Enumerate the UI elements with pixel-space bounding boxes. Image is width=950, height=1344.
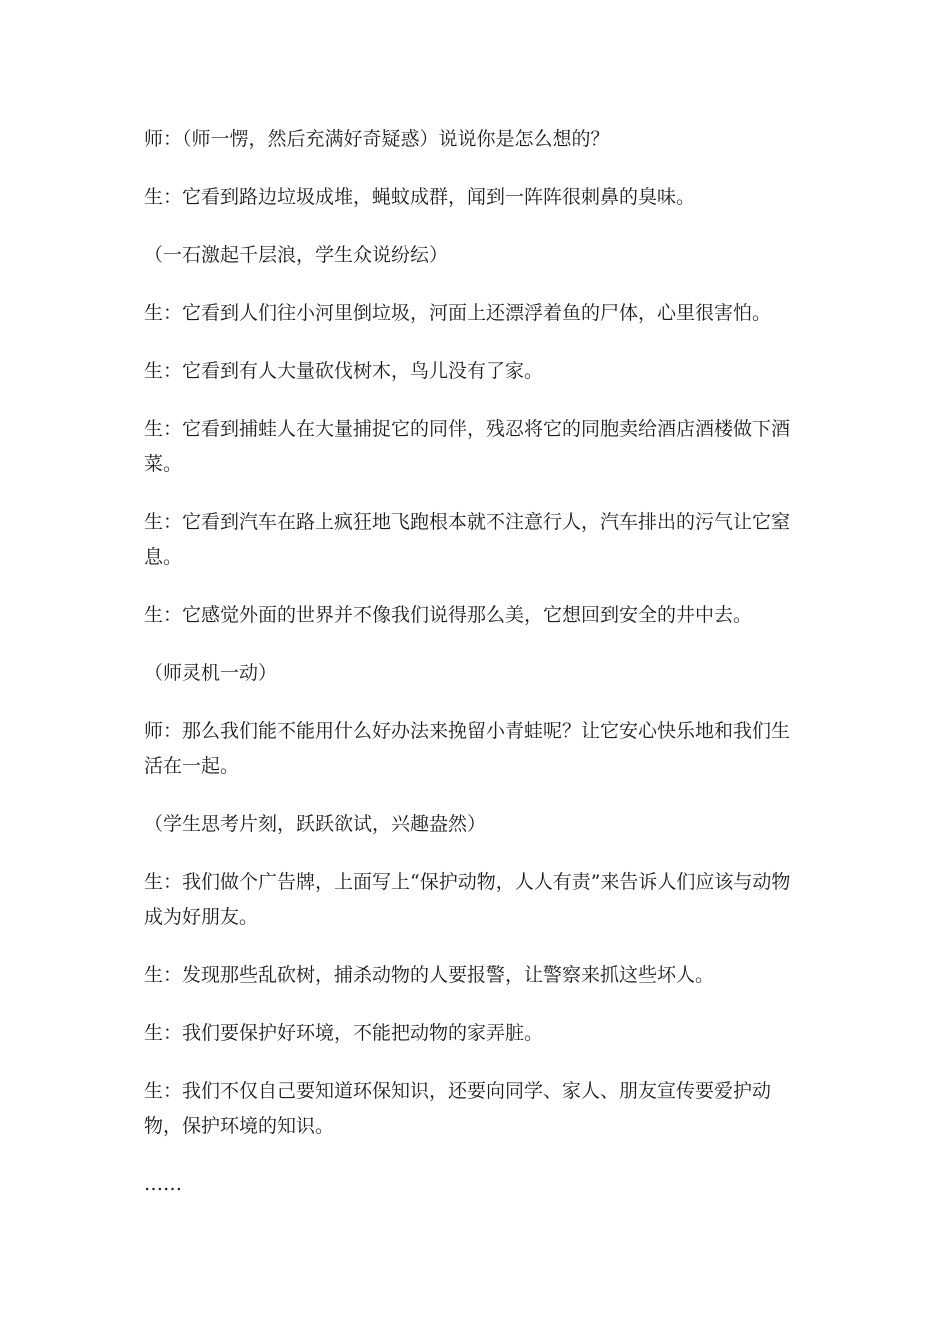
paragraph-teacher-idea: （师灵机一动） <box>144 662 278 684</box>
paragraph-student-police: 生：发现那些乱砍树，捕杀动物的人要报警，让警察来抓这些坏人。 <box>144 964 715 986</box>
paragraph-student-trees: 生：它看到有人大量砍伐树木，鸟儿没有了家。 <box>144 360 544 382</box>
paragraph-student-knowledge: 生：我们不仅自己要知道环保知识，还要向同学、家人、朋友宣传要爱护动物，保护环境的知识。 <box>144 1080 772 1137</box>
paragraph-student-frog-catchers: 生：它看到捕蛙人在大量捕捉它的同伴，残忍将它的同胞卖给酒店酒楼做下酒菜。 <box>144 418 791 475</box>
paragraph-student-environment: 生：我们要保护好环境，不能把动物的家弄脏。 <box>144 1022 544 1044</box>
paragraph-students-thinking: （学生思考片刻，跃跃欲试，兴趣盎然） <box>144 813 487 835</box>
paragraph-teacher-question-2: 师：那么我们能不能用什么好办法来挽留小青蛙呢？让它安心快乐地和我们生活在一起。 <box>144 720 791 777</box>
paragraph-ellipsis: …… <box>144 1173 182 1195</box>
paragraph-student-well: 生：它感觉外面的世界并不像我们说得那么美，它想回到安全的井中去。 <box>144 604 753 626</box>
paragraph-student-cars: 生：它看到汽车在路上疯狂地飞跑根本就不注意行人，汽车排出的污气让它窒息。 <box>144 511 791 568</box>
paragraph-student-garbage: 生：它看到路边垃圾成堆，蝇蚊成群，闻到一阵阵很刺鼻的臭味。 <box>144 186 696 208</box>
document-body <box>144 122 808 1225</box>
paragraph-class-reaction: （一石激起千层浪，学生众说纷纭） <box>144 244 449 266</box>
paragraph-student-river: 生：它看到人们往小河里倒垃圾，河面上还漂浮着鱼的尸体，心里很害怕。 <box>144 302 772 324</box>
paragraph-teacher-question: 师：（师一愣，然后充满好奇疑惑）说说你是怎么想的？ <box>144 128 610 150</box>
paragraph-student-billboard: 生：我们做个广告牌，上面写上“保护动物，人人有责”来告诉人们应该与动物成为好朋友。 <box>144 871 791 928</box>
